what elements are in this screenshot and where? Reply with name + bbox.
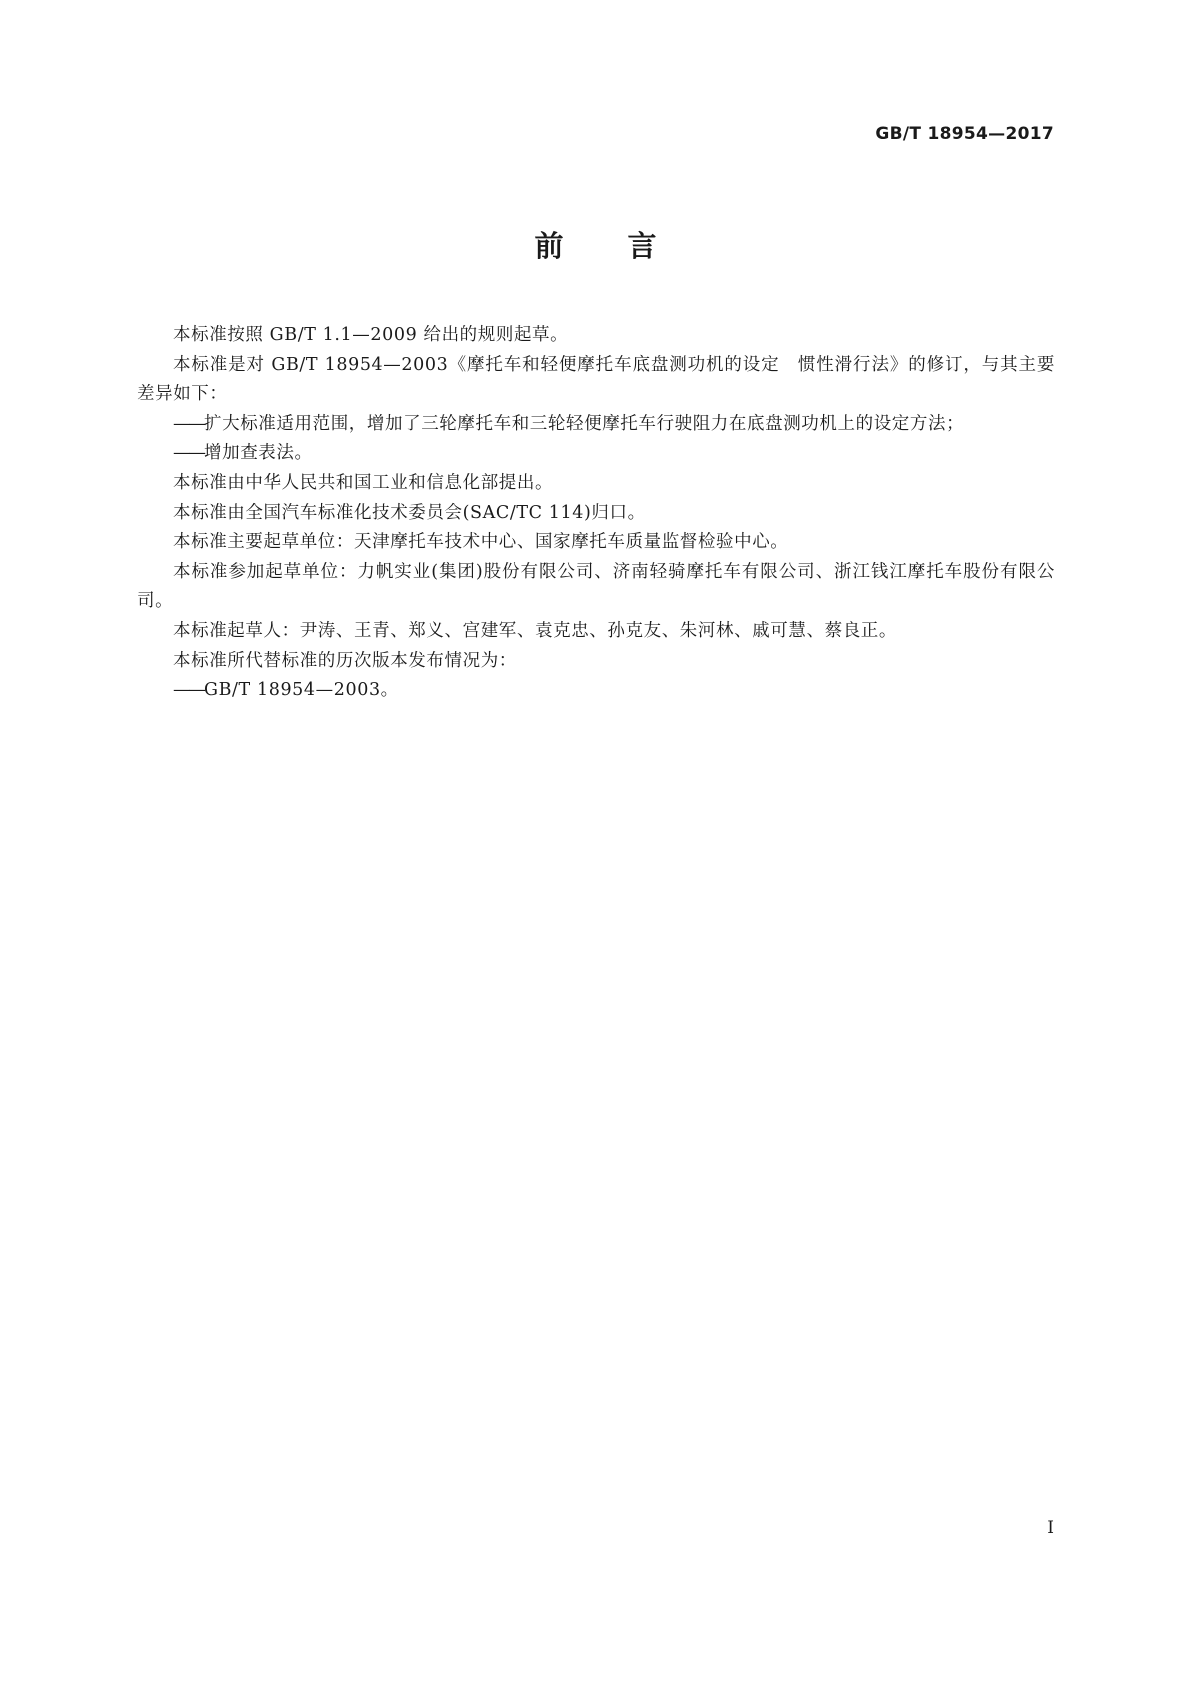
page-number: I [1047,1518,1054,1538]
paragraph-drafting-persons: 本标准起草人：尹涛、王青、郑义、宫建军、袁克忠、孙克友、朱河林、戚可慧、蔡良正。 [173,620,897,641]
dash-marker: —— [173,443,204,464]
paragraph-technical-committee: 本标准由全国汽车标准化技术委员会(SAC/TC 114)归口。 [173,502,646,523]
paragraph-previous-editions: 本标准所代替标准的历次版本发布情况为： [173,650,517,671]
foreword-body [137,321,1055,706]
list-item-text: GB/T 18954—2003。 [204,680,399,701]
list-item [137,439,1055,469]
paragraph-drafting-rules: 本标准按照 GB/T 1.1—2009 给出的规则起草。 [173,325,569,345]
paragraph-revision-note: 本标准是对 GB/T 18954—2003《摩托车和轻便摩托车底盘测功机的设定 惯性滑行法》的修订，与其主要差异如下： [137,354,1055,405]
paragraph-main-drafters: 本标准主要起草单位：天津摩托车技术中心、国家摩托车质量监督检验中心。 [173,532,789,553]
list-item [137,410,1055,440]
paragraph-proposer: 本标准由中华人民共和国工业和信息化部提出。 [173,472,554,493]
standard-code: GB/T 18954—2017 [875,124,1054,144]
list-item-text: 扩大标准适用范围，增加了三轮摩托车和三轮轻便摩托车行驶阻力在底盘测功机上的设定方法； [204,413,965,434]
paragraph-participating-drafters: 本标准参加起草单位：力帆实业(集团)股份有限公司、济南轻骑摩托车有限公司、浙江钱江摩托车股份有限公司。 [137,561,1055,612]
page-title: 前言 [534,229,721,263]
list-item-text: 增加查表法。 [204,443,313,464]
list-item [137,676,1055,706]
dash-marker: —— [173,413,204,434]
dash-marker: —— [173,680,204,701]
